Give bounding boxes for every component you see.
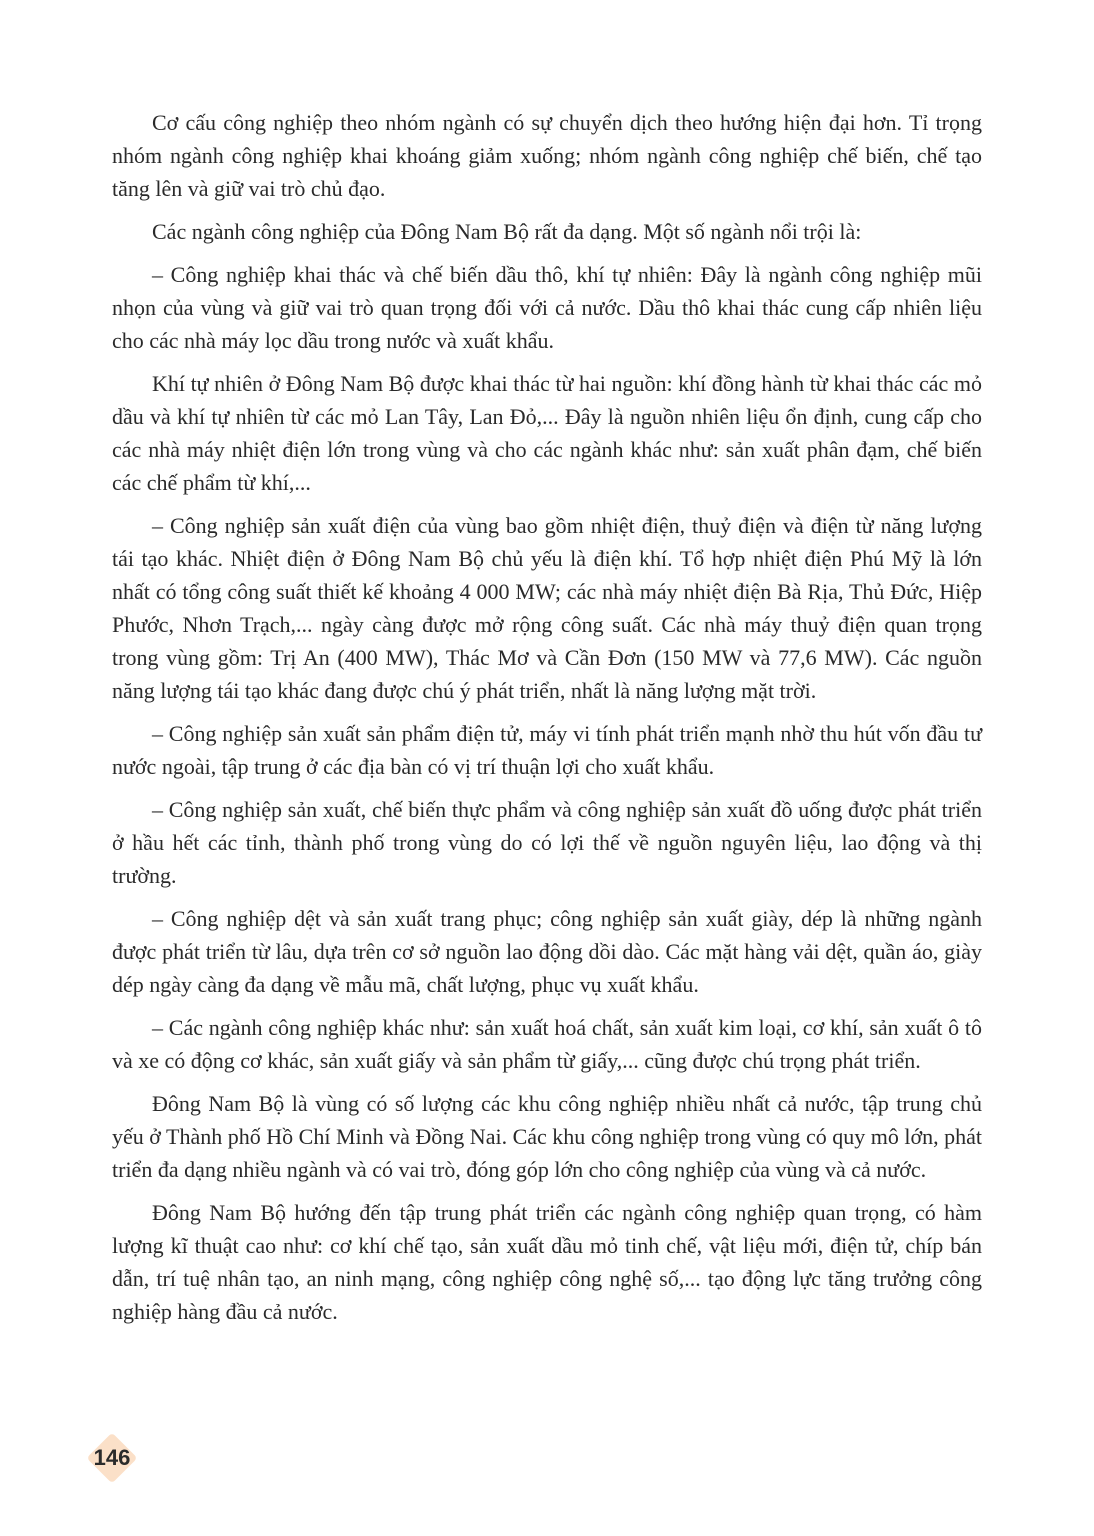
- paragraph-textile-footwear: – Công nghiệp dệt và sản xuất trang phục; công nghiệp sản xuất giày, dép là những ngành được phát triển từ lâu, dựa trên cơ sở nguồn lao động dồi dào. Các mặt hàng vải dệt, quần áo, giày dép ngày càng đa dạng về mẫu mã, chất lượng, phục vụ xuất khẩu.: [112, 906, 982, 997]
- paragraph-oil-gas: – Công nghiệp khai thác và chế biến dầu thô, khí tự nhiên: Đây là ngành công nghiệp mũi nhọn của vùng và giữ vai trò quan trọng đối với cả nước. Dầu thô khai thác cung cấp nhiên liệu cho các nhà máy lọc dầu trong nước và xuất khẩu.: [112, 262, 982, 353]
- paragraph-industries-intro: Các ngành công nghiệp của Đông Nam Bộ rất đa dạng. Một số ngành nổi trội là:: [152, 219, 862, 244]
- page-body: [112, 106, 982, 1338]
- paragraph-food-beverage: – Công nghiệp sản xuất, chế biến thực phẩm và công nghiệp sản xuất đồ uống được phát triển ở hầu hết các tỉnh, thành phố trong vùng do có lợi thế về nguồn nguyên liệu, lao động và thị trường.: [112, 797, 982, 888]
- paragraph-industry-structure: Cơ cấu công nghiệp theo nhóm ngành có sự chuyển dịch theo hướng hiện đại hơn. Tỉ trọng nhóm ngành công nghiệp khai khoáng giảm xuống; nhóm ngành công nghiệp chế biến, chế tạo tăng lên và giữ vai trò chủ đạo.: [112, 110, 982, 201]
- paragraph-industrial-parks: Đông Nam Bộ là vùng có số lượng các khu công nghiệp nhiều nhất cả nước, tập trung chủ yếu ở Thành phố Hồ Chí Minh và Đồng Nai. Các khu công nghiệp trong vùng có quy mô lớn, phát triển đa dạng nhiều ngành và có vai trò, đóng góp lớn cho công nghiệp của vùng và cả nước.: [112, 1091, 982, 1182]
- paragraph-electronics: – Công nghiệp sản xuất sản phẩm điện tử, máy vi tính phát triển mạnh nhờ thu hút vốn đầu tư nước ngoài, tập trung ở các địa bàn có vị trí thuận lợi cho xuất khẩu.: [112, 721, 982, 779]
- paragraph-natural-gas: Khí tự nhiên ở Đông Nam Bộ được khai thác từ hai nguồn: khí đồng hành từ khai thác các mỏ dầu và khí tự nhiên từ các mỏ Lan Tây, Lan Đỏ,... Đây là nguồn nhiên liệu ổn định, cung cấp cho các nhà máy nhiệt điện lớn trong vùng và cho các ngành khác như: sản xuất phân đạm, chế biến các chế phẩm từ khí,...: [112, 371, 982, 495]
- paragraph-other-industries: – Các ngành công nghiệp khác như: sản xuất hoá chất, sản xuất kim loại, cơ khí, sản xuất ô tô và xe có động cơ khác, sản xuất giấy và sản phẩm từ giấy,... cũng được chú trọng phát triển.: [112, 1015, 982, 1073]
- page-number-badge: [88, 1436, 136, 1482]
- page-number: 146: [93, 1445, 131, 1470]
- paragraph-high-tech-direction: Đông Nam Bộ hướng đến tập trung phát triển các ngành công nghiệp quan trọng, có hàm lượng kĩ thuật cao như: cơ khí chế tạo, sản xuất dầu mỏ tinh chế, vật liệu mới, điện tử, chíp bán dẫn, trí tuệ nhân tạo, an ninh mạng, công nghiệp công nghệ số,... tạo động lực tăng trưởng công nghiệp hàng đầu cả nước.: [112, 1200, 982, 1324]
- paragraph-electricity: – Công nghiệp sản xuất điện của vùng bao gồm nhiệt điện, thuỷ điện và điện từ năng lượng tái tạo khác. Nhiệt điện ở Đông Nam Bộ chủ yếu là điện khí. Tổ hợp nhiệt điện Phú Mỹ là lớn nhất có tổng công suất thiết kế khoảng 4 000 MW; các nhà máy nhiệt điện Bà Rịa, Thủ Đức, Hiệp Phước, Nhơn Trạch,... ngày càng được mở rộng công suất. Các nhà máy thuỷ điện quan trọng trong vùng gồm: Trị An (400 MW), Thác Mơ và Cần Đơn (150 MW và 77,6 MW). Các nguồn năng lượng tái tạo khác đang được chú ý phát triển, nhất là năng lượng mặt trời.: [112, 513, 982, 703]
